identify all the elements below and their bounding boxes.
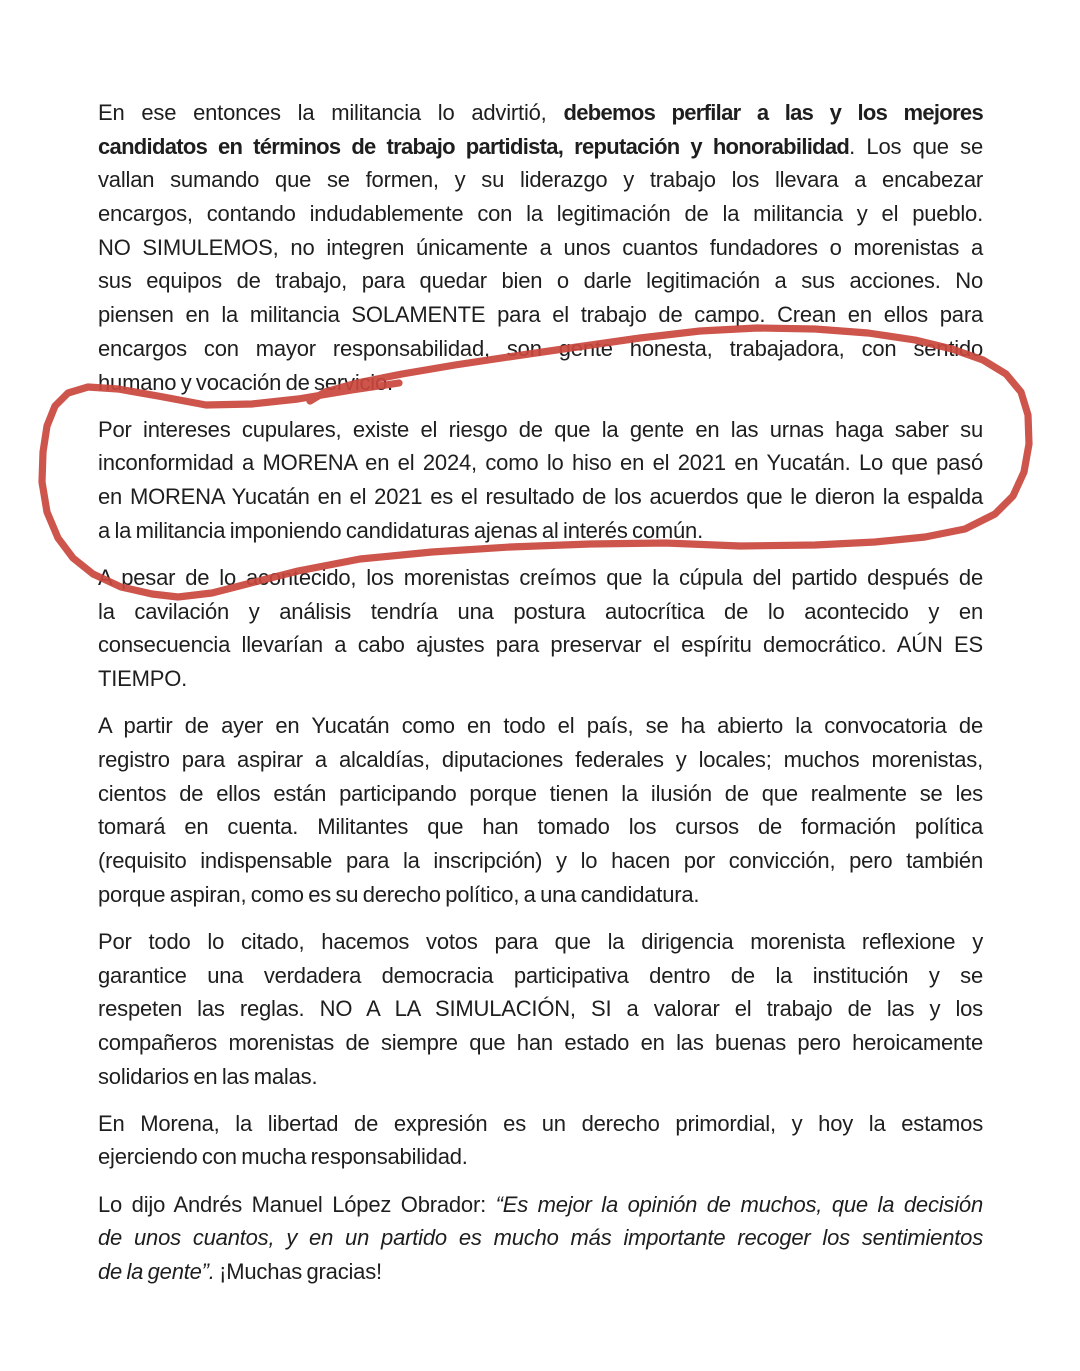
- text-line: [98, 959, 983, 993]
- text-segment: garantice una verdadera democracia participativa dentro de la institución y se: [98, 962, 983, 988]
- text-segment: “Es mejor la opinión de muchos, que la decisión: [495, 1191, 983, 1217]
- text-segment: NO SIMULEMOS, no integren únicamente a unos cuantos fundadores o morenistas a: [98, 234, 983, 260]
- text-line: [98, 662, 983, 696]
- text-line: [98, 844, 983, 878]
- text-line: [98, 130, 983, 164]
- paragraph: [98, 1107, 983, 1174]
- text-line: [98, 332, 983, 366]
- text-segment: En Morena, la libertad de expresión es un derecho primordial, y hoy la estamos: [98, 1110, 983, 1136]
- text-line: [98, 1107, 983, 1141]
- text-segment: de la gente”.: [98, 1259, 215, 1284]
- text-segment: consecuencia llevarían a cabo ajustes para preservar el espíritu democrático. AÚN ES: [98, 632, 983, 658]
- text-line: [98, 1188, 983, 1222]
- text-segment: (requisito indispensable para la inscripción) y lo hacen por convicción, pero también: [98, 847, 983, 873]
- text-line: [98, 1255, 983, 1289]
- text-line: [98, 925, 983, 959]
- text-line: [98, 96, 983, 130]
- paragraph: [98, 96, 983, 399]
- document-text: [98, 96, 983, 1302]
- text-segment: . Los que se: [849, 133, 983, 159]
- text-line: [98, 595, 983, 629]
- paragraph-circled: [98, 413, 983, 548]
- text-line: [98, 1221, 983, 1255]
- text-line: [98, 446, 983, 480]
- text-segment: ejerciendo con mucha responsabilidad.: [98, 1144, 468, 1170]
- text-segment: humano y vocación de servicio.: [98, 369, 393, 395]
- text-segment: A partir de ayer en Yucatán como en todo el país, se ha abierto la convocatoria de: [98, 713, 983, 739]
- paragraph: [98, 561, 983, 696]
- text-segment: debemos perfilar a las y los mejores: [563, 100, 983, 125]
- text-segment: sus equipos de trabajo, para quedar bien o darle legitimación a sus acciones. No: [98, 268, 983, 294]
- text-segment: a la militancia imponiendo candidaturas ajenas al interés común.: [98, 517, 704, 543]
- text-segment: ¡Muchas gracias!: [214, 1259, 382, 1284]
- text-line: [98, 480, 983, 514]
- text-segment: vallan sumando que se formen, y su liderazgo y trabajo los llevara a encabezar: [98, 167, 983, 193]
- text-segment: Por intereses cupulares, existe el riesgo de que la gente en las urnas haga saber su: [98, 416, 983, 442]
- text-line: [98, 298, 983, 332]
- text-line: [98, 743, 983, 777]
- text-segment: la cavilación y análisis tendría una postura autocrítica de lo acontecido y en: [98, 598, 983, 624]
- text-segment: encargos con mayor responsabilidad, son gente honesta, trabajadora, con sentido: [98, 335, 983, 361]
- text-line: [98, 163, 983, 197]
- text-segment: tomará en cuenta. Militantes que han tomado los cursos de formación política: [98, 814, 983, 840]
- text-segment: respeten las reglas. NO A LA SIMULACIÓN, SI a valorar el trabajo de las y los: [98, 996, 983, 1022]
- text-segment: Por todo lo citado, hacemos votos para que la dirigencia morenista reflexione y: [98, 928, 983, 954]
- paragraph: [98, 925, 983, 1093]
- text-line: [98, 413, 983, 447]
- text-line: [98, 878, 983, 912]
- text-segment: porque aspiran, como es su derecho político, a una candidatura.: [98, 881, 700, 907]
- text-segment: registro para aspirar a alcaldías, diputaciones federales y locales; muchos morenistas,: [98, 746, 983, 772]
- text-line: [98, 561, 983, 595]
- text-segment: piensen en la militancia SOLAMENTE para el trabajo de campo. Crean en ellos para: [98, 302, 983, 328]
- text-line: [98, 709, 983, 743]
- text-segment: Lo dijo Andrés Manuel López Obrador:: [98, 1191, 496, 1217]
- text-line: [98, 628, 983, 662]
- text-segment: inconformidad a MORENA en el 2024, como lo hiso en el 2021 en Yucatán. Lo que pasó: [98, 450, 983, 476]
- text-line: [98, 1026, 983, 1060]
- text-line: [98, 197, 983, 231]
- text-segment: cientos de ellos están participando porque tienen la ilusión de que realmente se les: [98, 780, 983, 806]
- text-line: [98, 810, 983, 844]
- text-line: [98, 514, 983, 548]
- text-segment: solidarios en las malas.: [98, 1063, 318, 1089]
- paragraph: [98, 1188, 983, 1289]
- text-line: [98, 777, 983, 811]
- text-segment: encargos, contando indudablemente con la legitimación de la militancia y el pueblo.: [98, 201, 983, 227]
- text-segment: TIEMPO.: [98, 666, 188, 691]
- text-line: [98, 1060, 983, 1094]
- text-segment: de unos cuantos, y en un partido es mucho más importante recoger los sentimientos: [98, 1225, 983, 1251]
- text-segment: compañeros morenistas de siempre que han estado en las buenas pero heroicamente: [98, 1029, 983, 1055]
- text-segment: A pesar de lo acontecido, los morenistas creímos que la cúpula del partido después de: [98, 564, 983, 590]
- text-line: [98, 264, 983, 298]
- paragraph: [98, 709, 983, 911]
- text-segment: En ese entonces la militancia lo advirtió,: [98, 100, 564, 125]
- text-line: [98, 992, 983, 1026]
- text-segment: en MORENA Yucatán en el 2021 es el resultado de los acuerdos que le dieron la espalda: [98, 484, 983, 510]
- text-line: [98, 366, 983, 400]
- text-segment: candidatos en términos de trabajo partidista, reputación y honorabilidad: [98, 133, 850, 159]
- text-line: [98, 1140, 983, 1174]
- text-line: [98, 231, 983, 265]
